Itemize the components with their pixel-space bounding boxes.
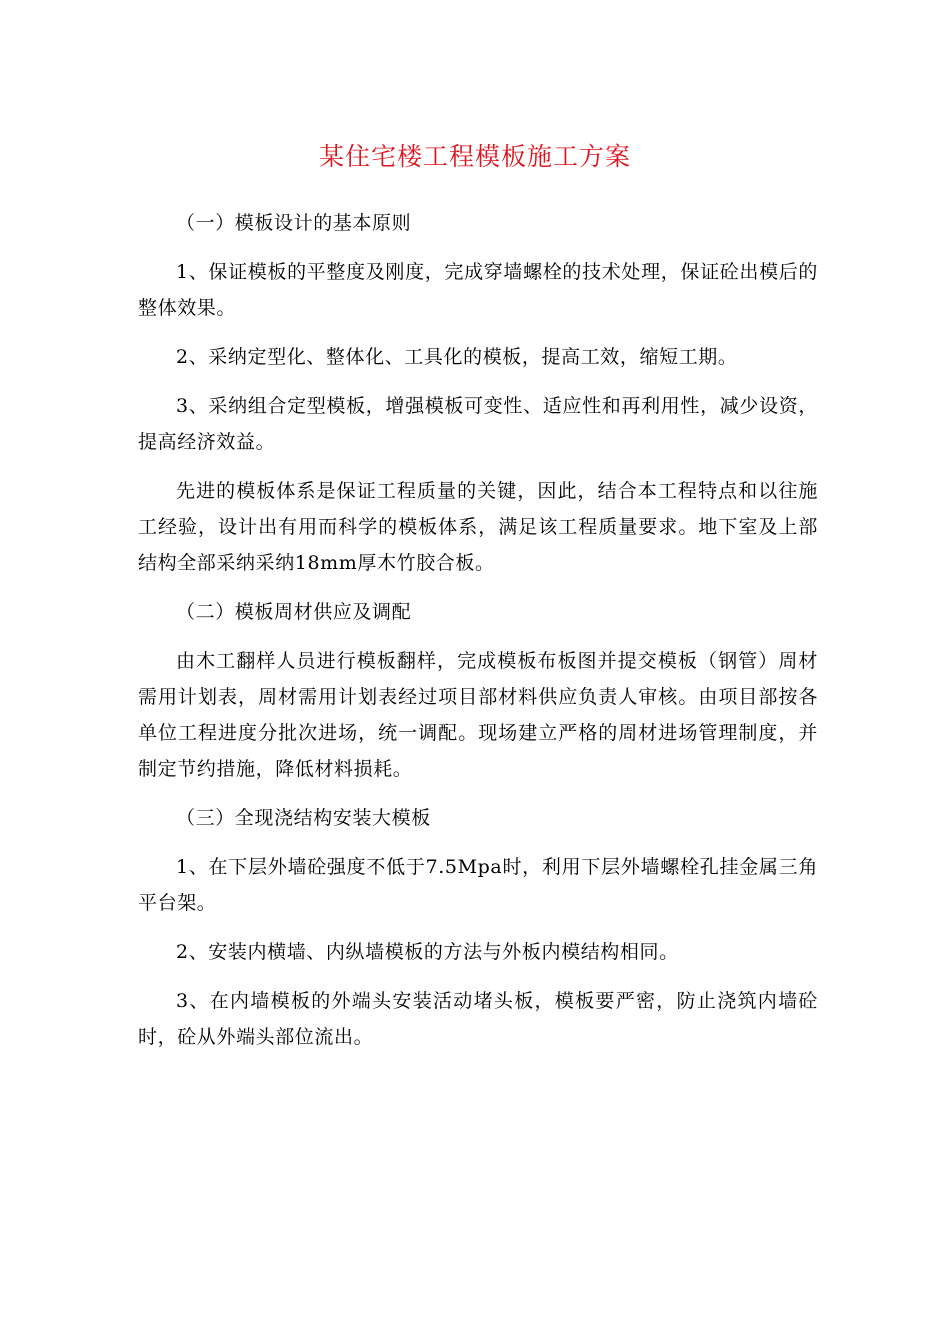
document-body	[138, 205, 818, 1068]
paragraph-2: 2、采纳定型化、整体化、工具化的模板，提高工效，缩短工期。	[176, 346, 738, 368]
document-title: 某住宅楼工程模板施工方案	[318, 142, 631, 171]
paragraph-4: 先进的模板体系是保证工程质量的关键，因此，结合本工程特点和以往施工经验，设计出有用而科学的模板体系，满足该工程质量要求。地下室及上部结构全部采纳采纳18mm厚木竹胶合板。	[138, 480, 818, 574]
section-heading-3: （三）全现浇结构安装大模板	[176, 807, 431, 829]
section-heading-2: （二）模板周材供应及调配	[176, 601, 412, 623]
paragraph-6: 1、在下层外墙砼强度不低于7.5Mpa时，利用下层外墙螺栓孔挂金属三角平台架。	[138, 856, 818, 914]
paragraph-5: 由木工翻样人员进行模板翻样，完成模板布板图并提交模板（钢管）周材需用计划表，周材需用计划表经过项目部材料供应负责人审核。由项目部按各单位工程进度分批次进场，统一调配。现场建立严格的周材进场管理制度，并制定节约措施，降低材料损耗。	[138, 650, 818, 780]
paragraph-8: 3、在内墙模板的外端头安装活动堵头板，模板要严密，防止浇筑内墙砼时，砼从外端头部位流出。	[138, 990, 818, 1048]
paragraph-3: 3、采纳组合定型模板，增强模板可变性、适应性和再利用性，减少设资，提高经济效益。	[138, 395, 818, 453]
paragraph-7: 2、安装内横墙、内纵墙模板的方法与外板内模结构相同。	[176, 941, 679, 963]
paragraph-1: 1、保证模板的平整度及刚度，完成穿墙螺栓的技术处理，保证砼出模后的整体效果。	[138, 261, 818, 319]
section-heading-1: （一）模板设计的基本原则	[176, 212, 412, 234]
